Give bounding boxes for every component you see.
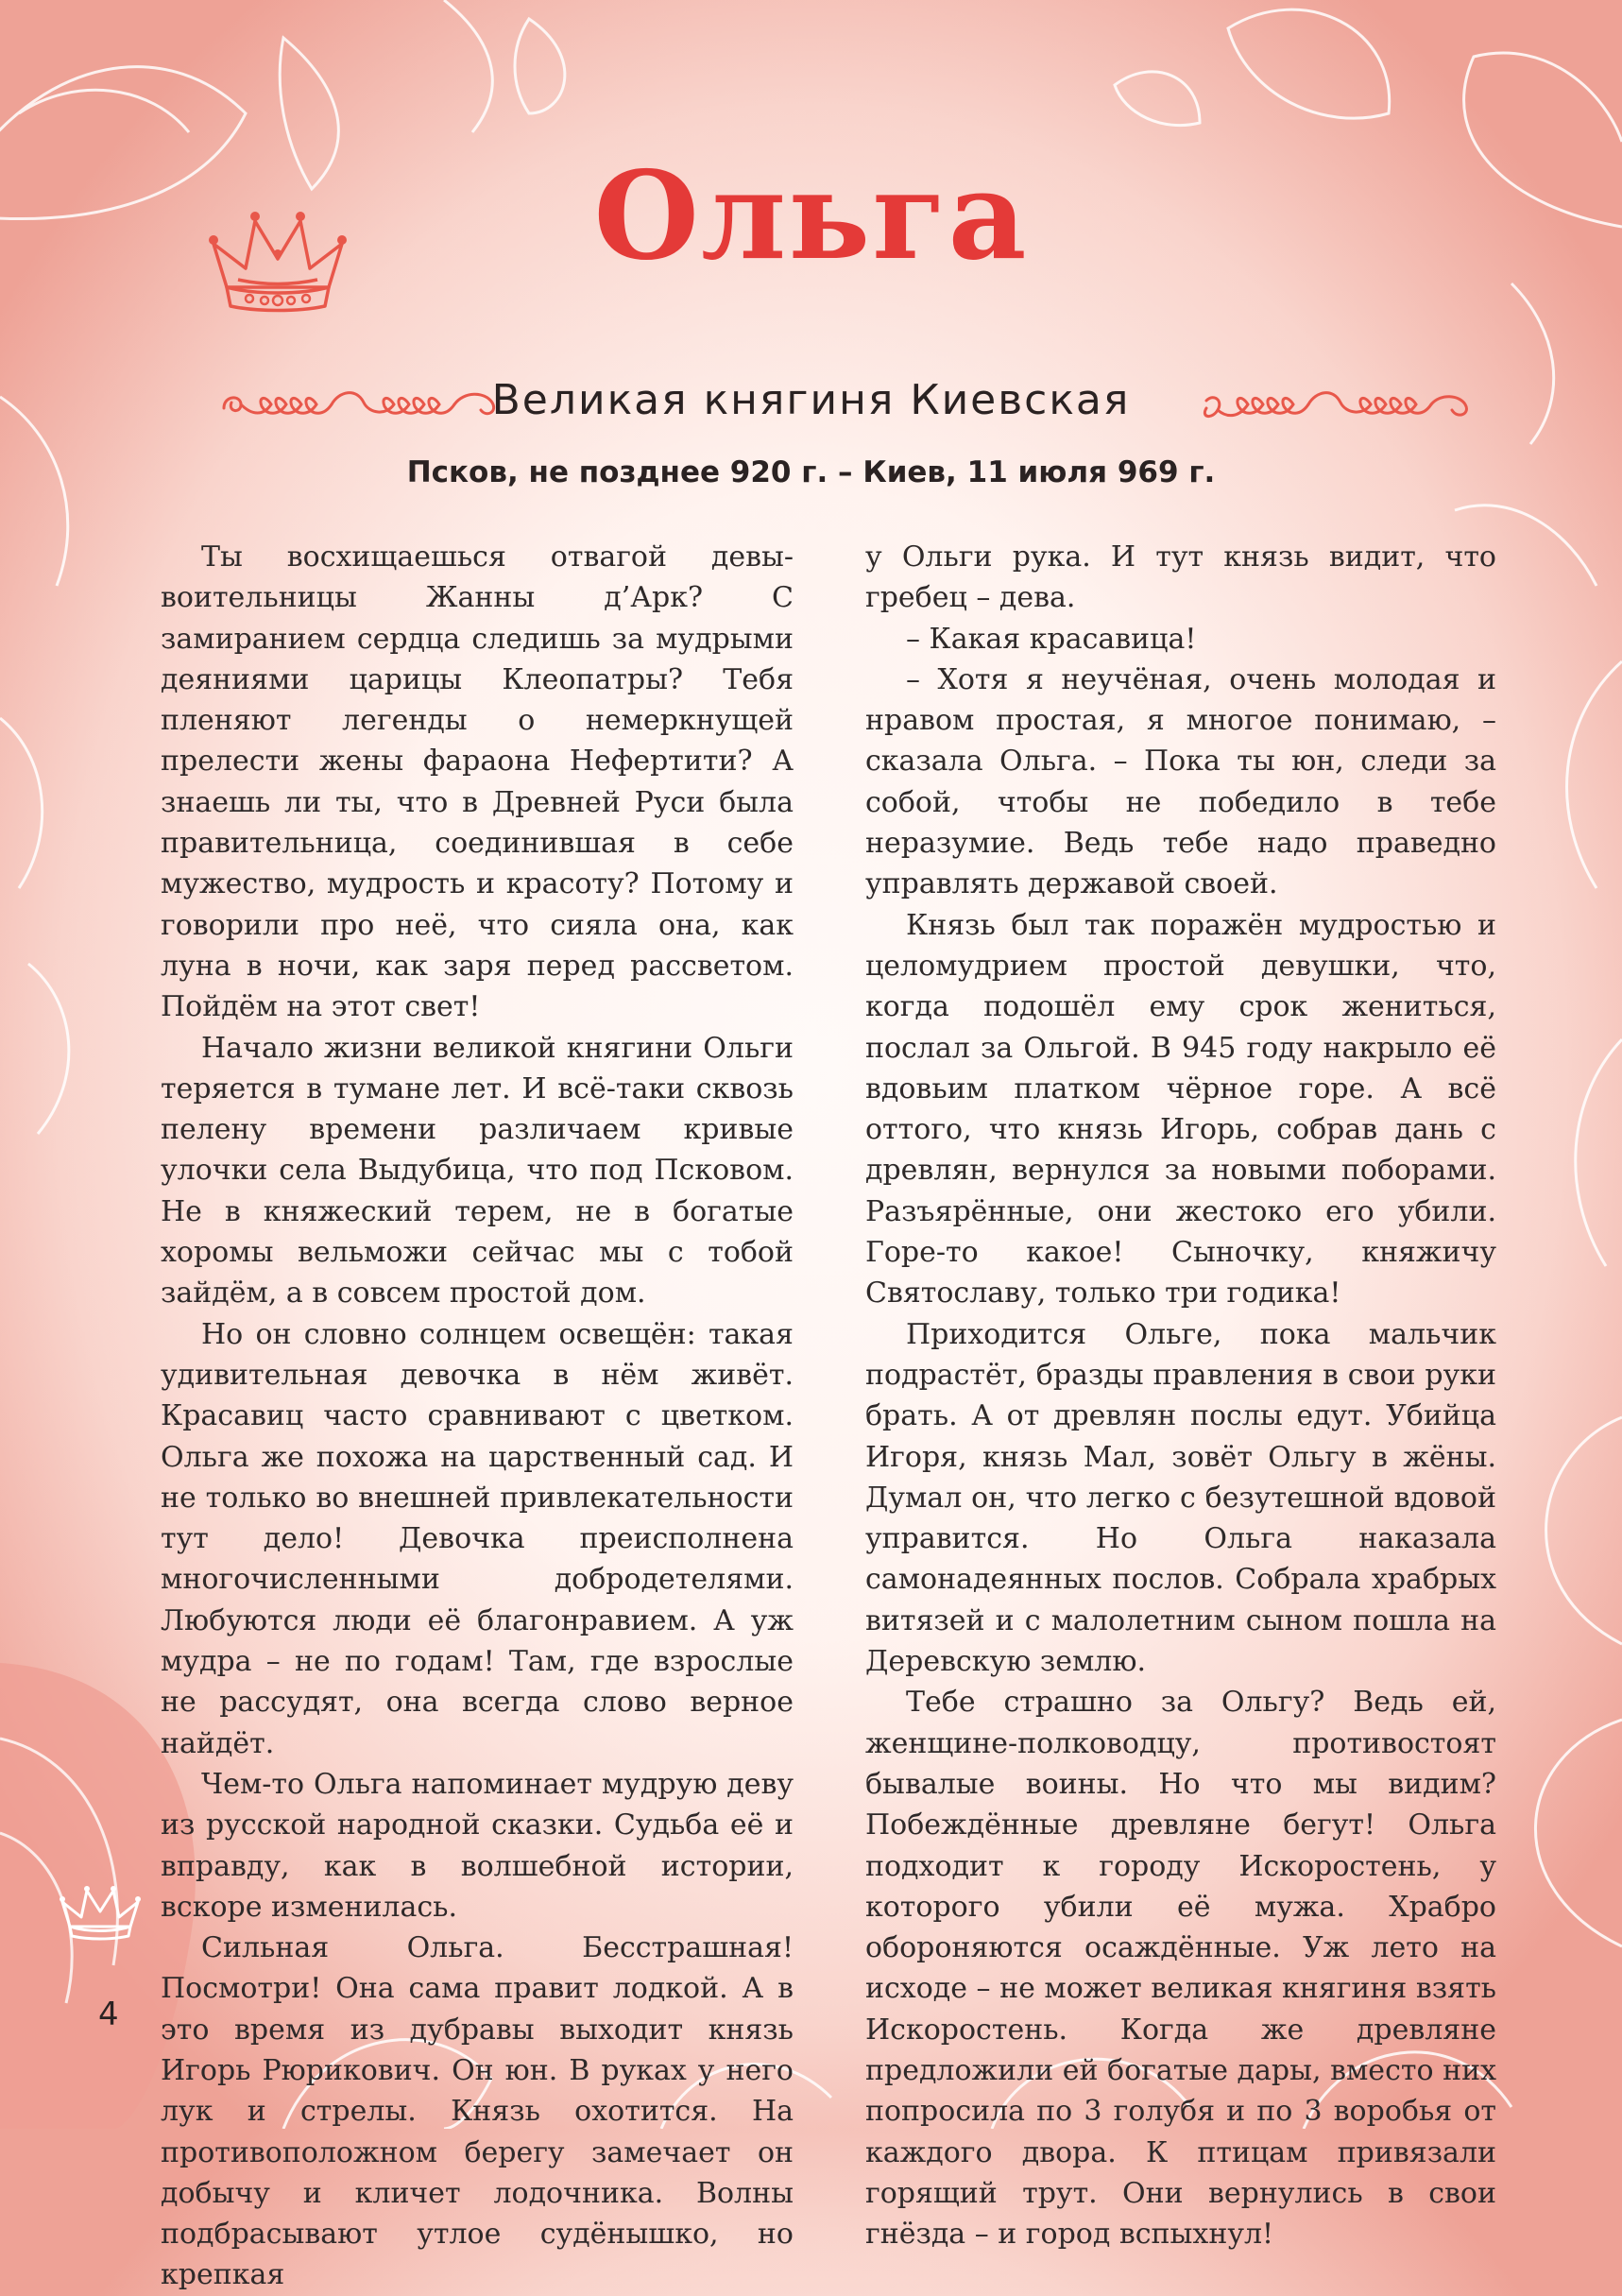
- leaf-outline: [1576, 1039, 1622, 1266]
- page-title: Ольга: [593, 146, 1029, 287]
- leaf-outline: [28, 964, 69, 1134]
- flower-outline: [1535, 1720, 1622, 1946]
- flower-outline: [1546, 1417, 1622, 1644]
- right-column: [865, 537, 1496, 2254]
- leaf-outline: [444, 0, 492, 132]
- paragraph: Ты восхищаешься отвагой девы-воительницы Жанны д’Арк? С замиранием сердца следишь за мудрыми деяниями царицы Клеопатры? Тебя пленяют легенды о немеркнущей прелести жены фараона Нефертити? А знаешь ли ты, что в Древней Руси была правительница, соединившая в себе мужество, мудрость и красоту? Потому и говорили про неё, что сияла она, как луна в ночи, как заря перед рассветом. Пойдём на этот свет!: [161, 540, 794, 1024]
- leaf-outline: [1567, 661, 1622, 888]
- flower-outline: [1228, 9, 1390, 118]
- paragraph: Но он словно солнцем освещён: такая удивительная девочка в нём живёт. Красавиц часто сравнивают с цветком. Ольга же похожа на царственный сад. И не только во внешней привлекательности тут дело! Девочка преисполнена многочисленными добродетелями. Любуются люди её благонравием. А уж мудра – не по годам! Там, где взрослые не рассудят, она всегда слово верное найдёт.: [161, 1317, 794, 1760]
- flower-outline: [19, 90, 189, 132]
- life-dates: Псков, не позднее 920 г. – Киев, 11 июля 969 г.: [406, 455, 1216, 489]
- paragraph: Чем-то Ольга напоминает мудрую деву из русской народной сказки. Судьба её и вправду, как в волшебной истории, вскоре изменилась.: [161, 1767, 794, 1924]
- subtitle: Великая княгиня Киевская: [491, 376, 1131, 424]
- crown-icon: [59, 1885, 142, 1942]
- paragraph: Сильная Ольга. Бесстрашная! Посмотри! Она сама правит лодкой. А в это время из дубравы выходит князь Игорь Рюрикович. Он юн. В руках у него лук и стрелы. Князь охотится. На противоположном берегу замечает он добычу и кличет лодочника. Волны подбрасывают утлое судёнышко, но крепкая: [161, 1931, 794, 2292]
- paragraph: Князь был так поражён мудростью и целомудрием простой девушки, что, когда подошёл ему срок жениться, послал за Ольгой. В 945 году накрыло её вдовьим платком чёрное горе. А всё оттого, что князь Игорь, собрав дань с древлян, вернулся за новыми поборами. Разъярённые, они жестоко его убили. Горе-то какое! Сыночку, княжичу Святославу, только три годика!: [865, 908, 1496, 1311]
- paragraph: Приходится Ольге, пока мальчик подрастёт, бразды правления в свои руки брать. А от древлян послы едут. Убийца Игоря, князь Мал, зовёт Ольгу в жёны. Думал он, что легко с безутешной вдовой управится. Но Ольга наказала самонадеянных послов. Собрала храбрых витязей и с малолетним сыном пошла на Деревскую землю.: [865, 1317, 1496, 1679]
- page-number: 4: [98, 1996, 119, 2033]
- paragraph: Тебе страшно за Ольгу? Ведь ей, женщине-полководцу, противостоят бывалые воины. Но что мы видим? Побеждённые древляне бегут! Ольга подходит к городу Искоростень, у которого убили её мужа. Храбро обороняются осаждённые. Уж лето на исходе – не может великая княгиня взять Искоростень. Когда же древляне предложили ей богатые дары, вместо них попросила по 3 голубя и по 3 воробья от каждого двора. К птицам привязали горящий трут. Они вернулись в свои гнёзда – и город вспыхнул!: [865, 1686, 1496, 2252]
- paragraph-continuation: у Ольги рука. И тут князь видит, что гребец – дева.: [865, 540, 1496, 615]
- left-column: [161, 537, 794, 2296]
- leaf-outline: [1115, 72, 1200, 126]
- leaf-outline: [515, 19, 565, 113]
- paragraph: Начало жизни великой княгини Ольги теряется в тумане лет. И всё-таки сквозь пелену времени различаем кривые улочки села Выдубица, что под Псковом. Не в княжеский терем, не в богатые хоромы вельможи сейчас мы с тобой зайдём, а в совсем простой дом.: [161, 1031, 794, 1311]
- leaf-outline: [0, 718, 43, 888]
- paragraph: – Какая красавица!: [906, 622, 1197, 656]
- paragraph: – Хотя я неучёная, очень молодая и нравом простая, я многое понимаю, – сказала Ольга. – Пока ты юн, следи за собой, чтобы не победило в тебе неразумие. Ведь тебе надо праведно управлять державой своей.: [865, 662, 1496, 901]
- leaf-outline: [0, 397, 68, 586]
